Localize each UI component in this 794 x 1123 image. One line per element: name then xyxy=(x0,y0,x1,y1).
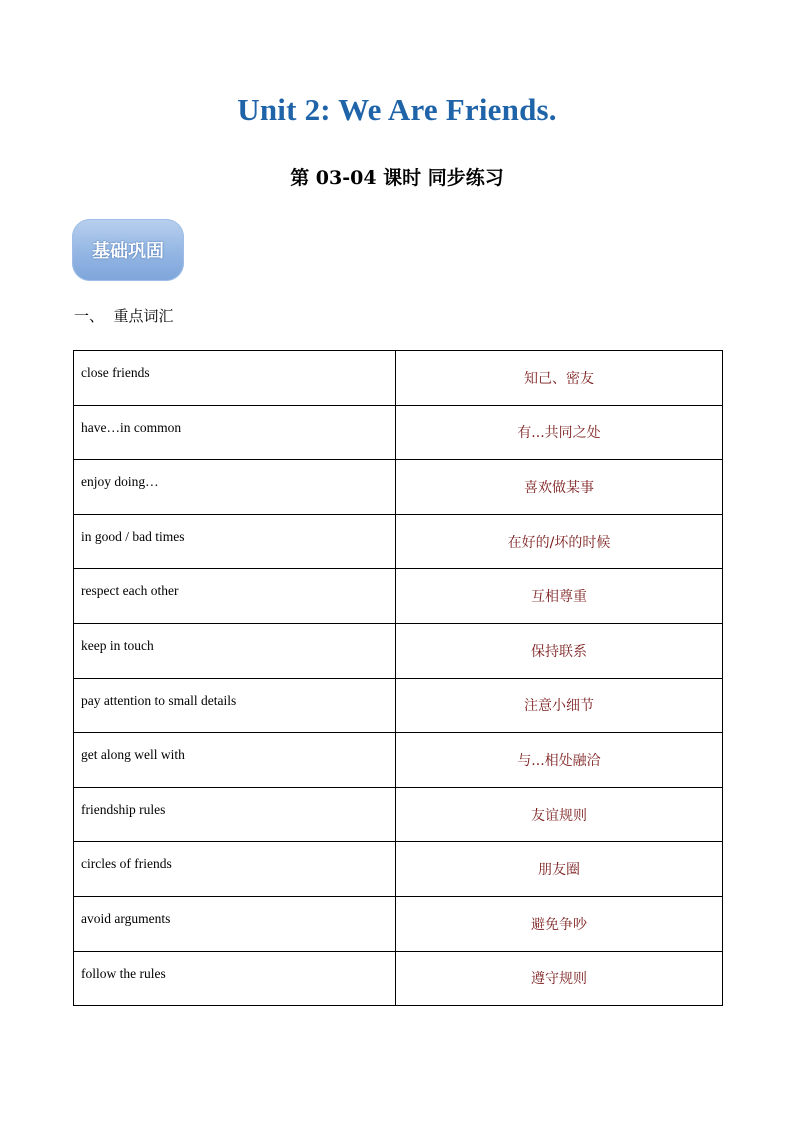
table-row xyxy=(74,787,723,842)
vocab-chinese: 喜欢做某事 xyxy=(396,460,723,515)
table-row xyxy=(74,951,723,1006)
vocab-english: avoid arguments xyxy=(74,896,396,951)
table-row xyxy=(74,514,723,569)
vocab-english: friendship rules xyxy=(74,787,396,842)
section-heading: 一、 重点词汇 xyxy=(74,307,174,325)
table-row xyxy=(74,623,723,678)
section-badge xyxy=(72,219,184,281)
table-row xyxy=(74,678,723,733)
vocab-chinese: 保持联系 xyxy=(396,623,723,678)
vocab-english: close friends xyxy=(74,351,396,406)
vocab-chinese: 注意小细节 xyxy=(396,678,723,733)
vocab-chinese: 在好的/坏的时候 xyxy=(396,514,723,569)
table-row xyxy=(74,460,723,515)
vocab-chinese: 遵守规则 xyxy=(396,951,723,1006)
vocab-chinese: 互相尊重 xyxy=(396,569,723,624)
vocab-chinese: 友谊规则 xyxy=(396,787,723,842)
lesson-subtitle: 第 03-04 课时 同步练习 xyxy=(290,167,504,189)
vocab-english: respect each other xyxy=(74,569,396,624)
vocab-english: enjoy doing… xyxy=(74,460,396,515)
table-row xyxy=(74,569,723,624)
page-title: Unit 2: We Are Friends. xyxy=(237,92,557,127)
vocab-chinese: 朋友圈 xyxy=(396,842,723,897)
vocab-english: have…in common xyxy=(74,405,396,460)
vocab-chinese: 知己、密友 xyxy=(396,351,723,406)
table-row xyxy=(74,733,723,788)
vocab-english: circles of friends xyxy=(74,842,396,897)
vocab-english: get along well with xyxy=(74,733,396,788)
table-row xyxy=(74,405,723,460)
table-row xyxy=(74,896,723,951)
vocab-chinese: 与...相处融洽 xyxy=(396,733,723,788)
vocab-chinese: 避免争吵 xyxy=(396,896,723,951)
vocab-table xyxy=(73,350,723,1006)
table-row xyxy=(74,351,723,406)
vocab-english: in good / bad times xyxy=(74,514,396,569)
vocab-english: keep in touch xyxy=(74,623,396,678)
vocab-english: follow the rules xyxy=(74,951,396,1006)
table-row xyxy=(74,842,723,897)
vocab-english: pay attention to small details xyxy=(74,678,396,733)
section-badge-label: 基础巩固 xyxy=(92,241,164,262)
vocab-chinese: 有...共同之处 xyxy=(396,405,723,460)
